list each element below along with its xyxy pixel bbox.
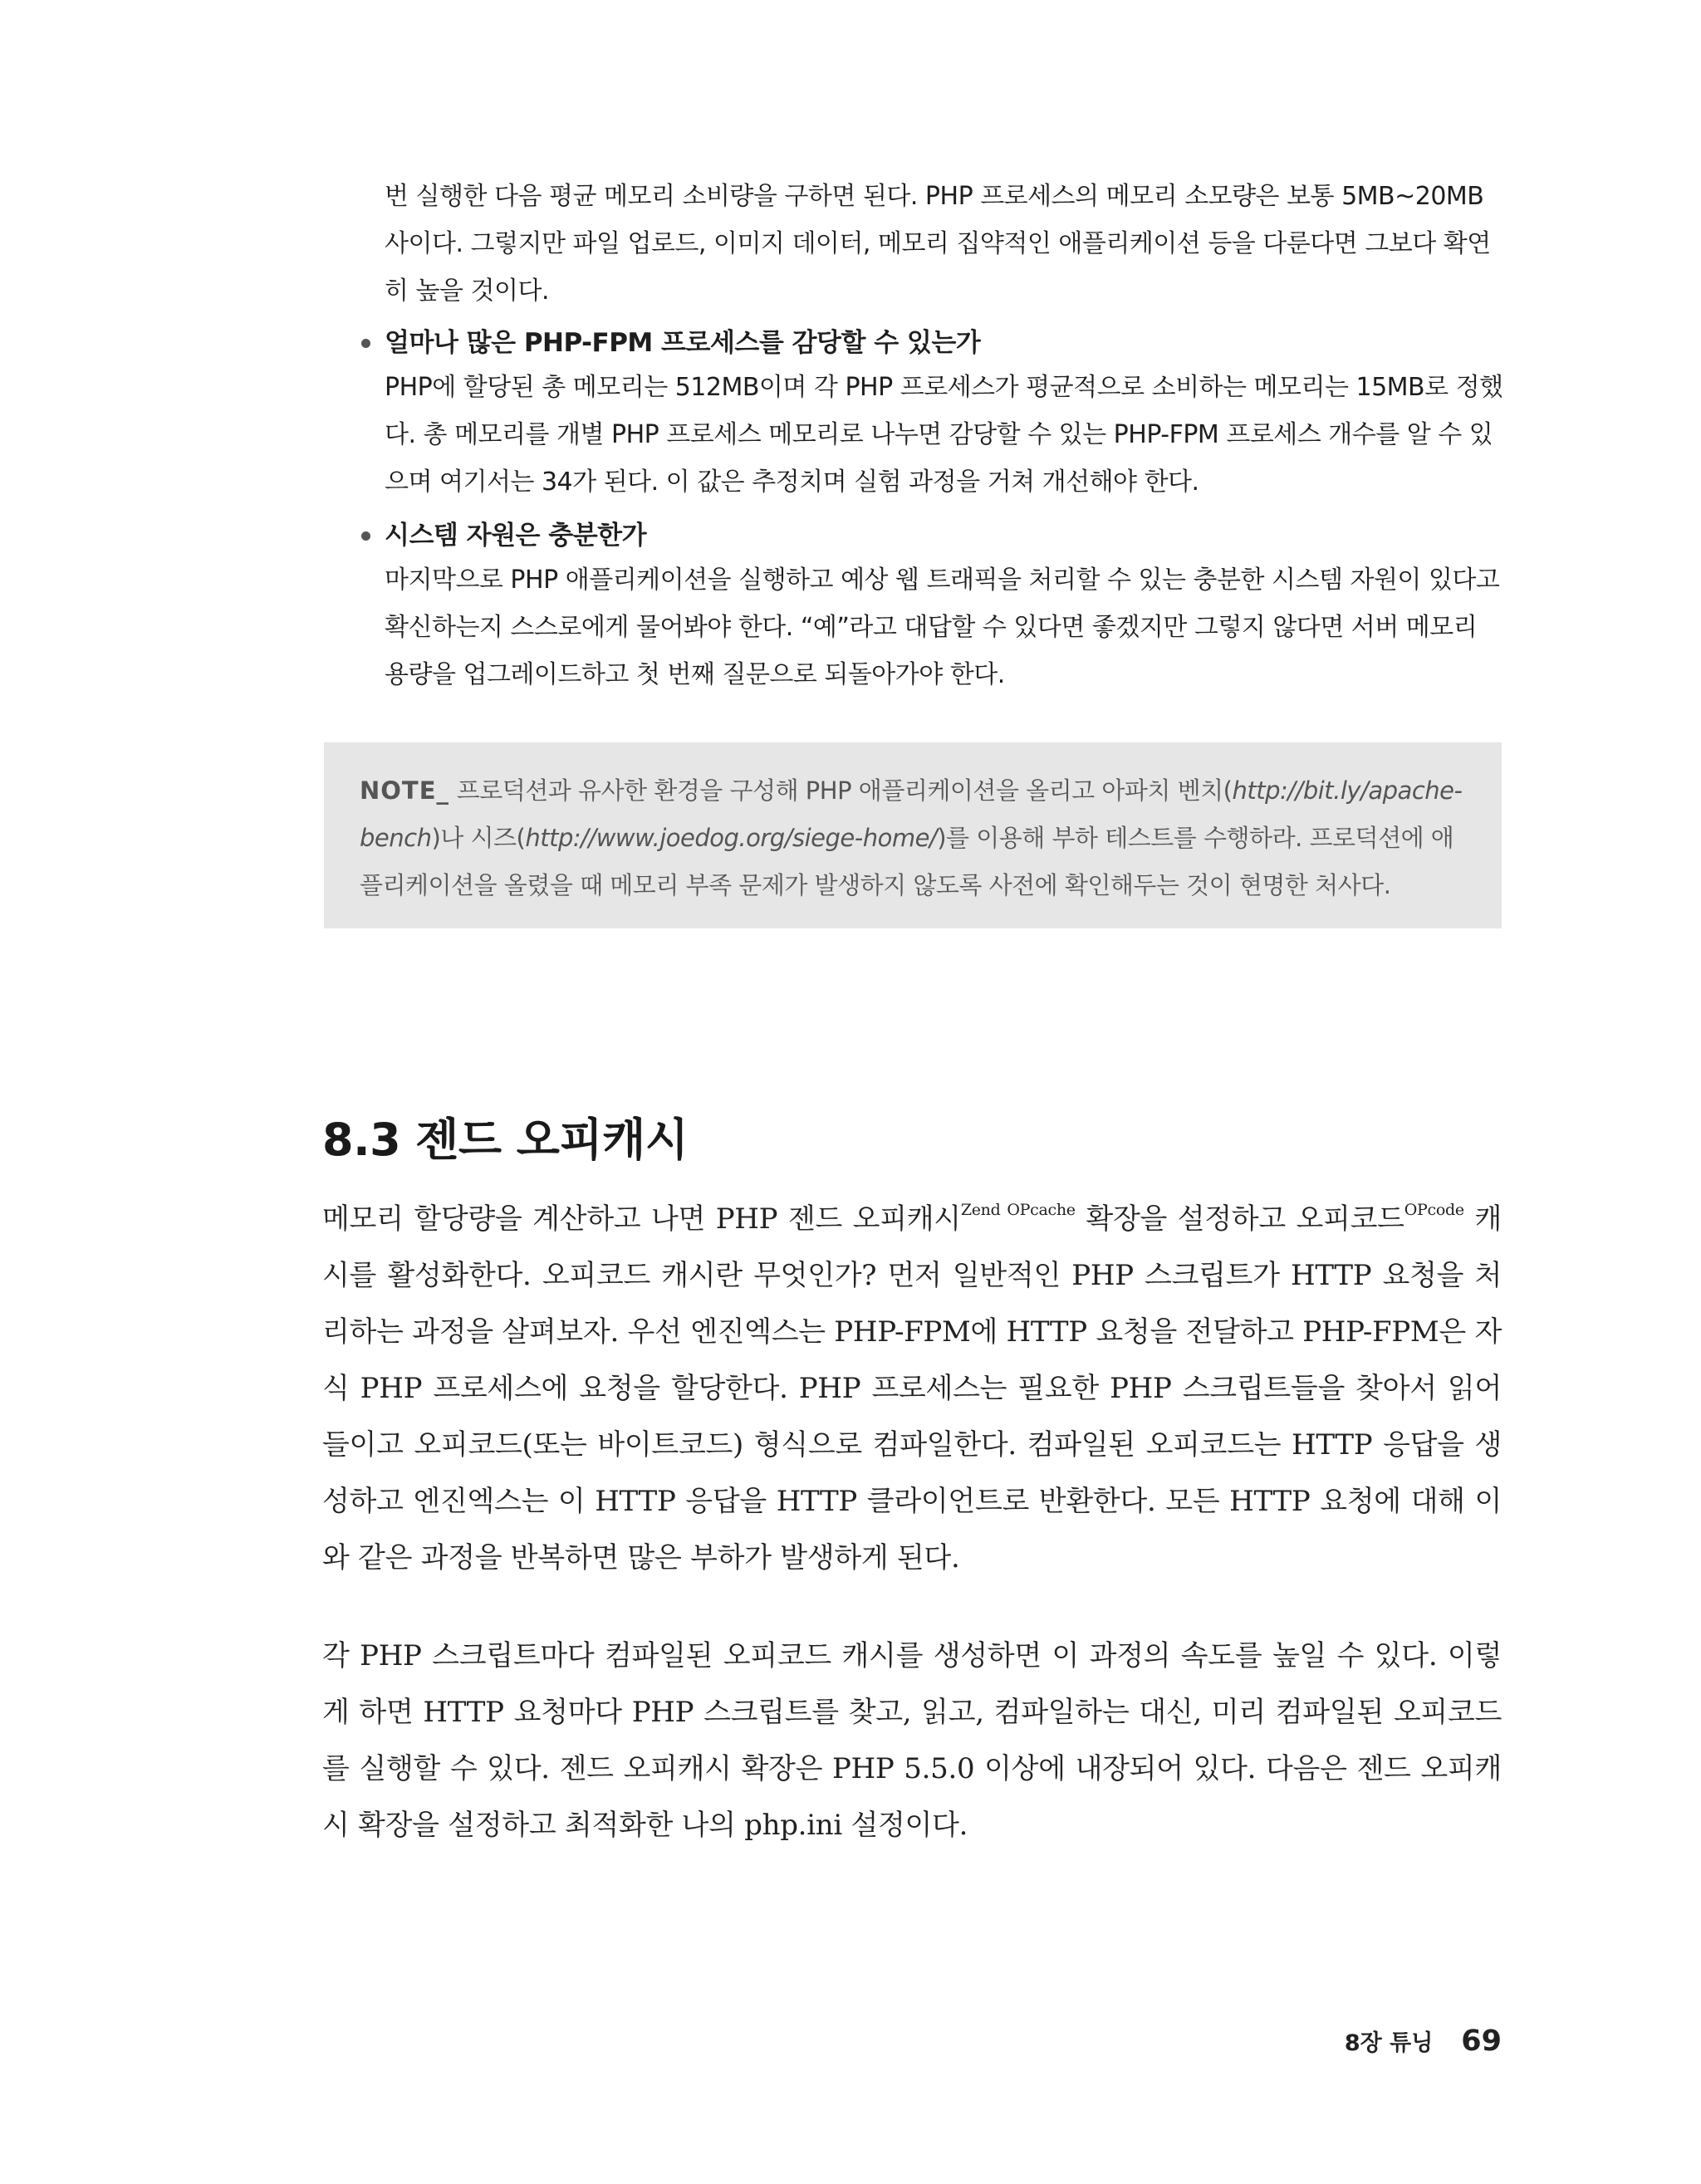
bullet-heading <box>385 322 1506 364</box>
section-title: 젠드 오피캐시 <box>415 1114 689 1166</box>
page-footer <box>1345 2025 1502 2058</box>
paragraph-text: 확장을 설정하고 오피코드 <box>1075 1202 1404 1236</box>
bullet-dot-icon <box>361 531 370 541</box>
body-paragraph-1 <box>322 1191 1502 1586</box>
bullet-item-php-fpm-capacity <box>385 322 1506 506</box>
paragraph-text: 메모리 할당량을 계산하고 나면 PHP 젠드 오피캐시 <box>322 1202 961 1236</box>
section-heading <box>322 1104 688 1168</box>
page-number: 69 <box>1461 2025 1502 2058</box>
bullet-heading <box>385 515 1506 556</box>
bullet-item-system-resources <box>385 515 1506 698</box>
section-number: 8.3 <box>322 1114 401 1166</box>
bullet-heading-text: 시스템 자원은 충분한가 <box>385 521 647 551</box>
apache-bench-link[interactable]: http://bit.ly/apache-bench <box>360 776 1463 852</box>
bullet-dot-icon <box>361 339 370 348</box>
note-label: NOTE_ <box>360 776 450 805</box>
note-text: 프로덕션과 유사한 환경을 구성해 PHP 애플리케이션을 올리고 아파치 벤치( <box>449 776 1233 805</box>
opcode-annotation: OPcode <box>1404 1201 1464 1219</box>
note-text: )를 이용해 부하 테스트를 수행하라. 프로덕션에 애플리케이션을 올렸을 때 메모리 부족 문제가 발생하지 않도록 사전에 확인해두는 것이 현명한 처사다. <box>360 824 1454 899</box>
bullet-heading-text: 얼마나 많은 PHP-FPM 프로세스를 감당할 수 있는가 <box>385 328 981 358</box>
bullet-body: 마지막으로 PHP 애플리케이션을 실행하고 예상 웹 트래픽을 처리할 수 있는 충분한 시스템 자원이 있다고 확신하는지 스스로에게 물어봐야 한다. “예”라고 대답할 수 있다면 좋겠지만 그렇지 않다면 서버 메모리 용량을 업그레이드하고 첫 번째 질문으로 되돌아가야 한다. <box>385 566 1500 689</box>
siege-link[interactable]: http://www.joedog.org/siege-home/ <box>525 824 938 852</box>
chapter-label: 8장 튜닝 <box>1344 2030 1434 2056</box>
bullet-body: PHP에 할당된 총 메모리는 512MB이며 각 PHP 프로세스가 평균적으로 소비하는 메모리는 15MB로 정했다. 총 메모리를 개별 PHP 프로세스 메모리로 나누면 감당할 수 있는 PHP-FPM 프로세스 개수를 알 수 있으며 여기서는 34가 된다. 이 값은 추정치며 실험 과정을 거쳐 개선해야 한다. <box>385 373 1503 497</box>
note-text: )나 시즈( <box>431 824 526 852</box>
zend-opcache-annotation: Zend OPcache <box>960 1201 1076 1219</box>
note-box <box>324 742 1502 928</box>
paragraph-text: 캐시를 활성화한다. 오피코드 캐시란 무엇인가? 먼저 일반적인 PHP 스크립트가 HTTP 요청을 처리하는 과정을 살펴보자. 우선 엔진엑스는 PHP-FPM에 HTTP 요청을 전달하고 PHP-FPM은 자식 PHP 프로세스에 요청을 할당한다. PHP 프로세스는 필요한 PHP 스크립트들을 찾아서 읽어들이고 오피코드(또는 바이트코드) 형식으로 컴파일한다. 컴파일된 오피코드는 HTTP 응답을 생성하고 엔진엑스는 이 HTTP 응답을 HTTP 클라이언트로 반환한다. 모든 HTTP 요청에 대해 이와 같은 과정을 반복하면 많은 부하가 발생하게 된다. <box>322 1202 1502 1574</box>
continued-paragraph: 번 실행한 다음 평균 메모리 소비량을 구하면 된다. PHP 프로세스의 메모리 소모량은 보통 5MB~20MB 사이다. 그렇지만 파일 업로드, 이미지 데이터, 메모리 집약적인 애플리케이션 등을 다룬다면 그보다 확연히 높을 것이다. <box>385 182 1491 306</box>
body-paragraph-2: 각 PHP 스크립트마다 컴파일된 오피코드 캐시를 생성하면 이 과정의 속도를 높일 수 있다. 이렇게 하면 HTTP 요청마다 PHP 스크립트를 찾고, 읽고, 컴파일하는 대신, 미리 컴파일된 오피코드를 실행할 수 있다. 젠드 오피캐시 확장은 PHP 5.5.0 이상에 내장되어 있다. 다음은 젠드 오피캐시 확장을 설정하고 최적화한 나의 php.ini 설정이다. <box>322 1639 1502 1842</box>
